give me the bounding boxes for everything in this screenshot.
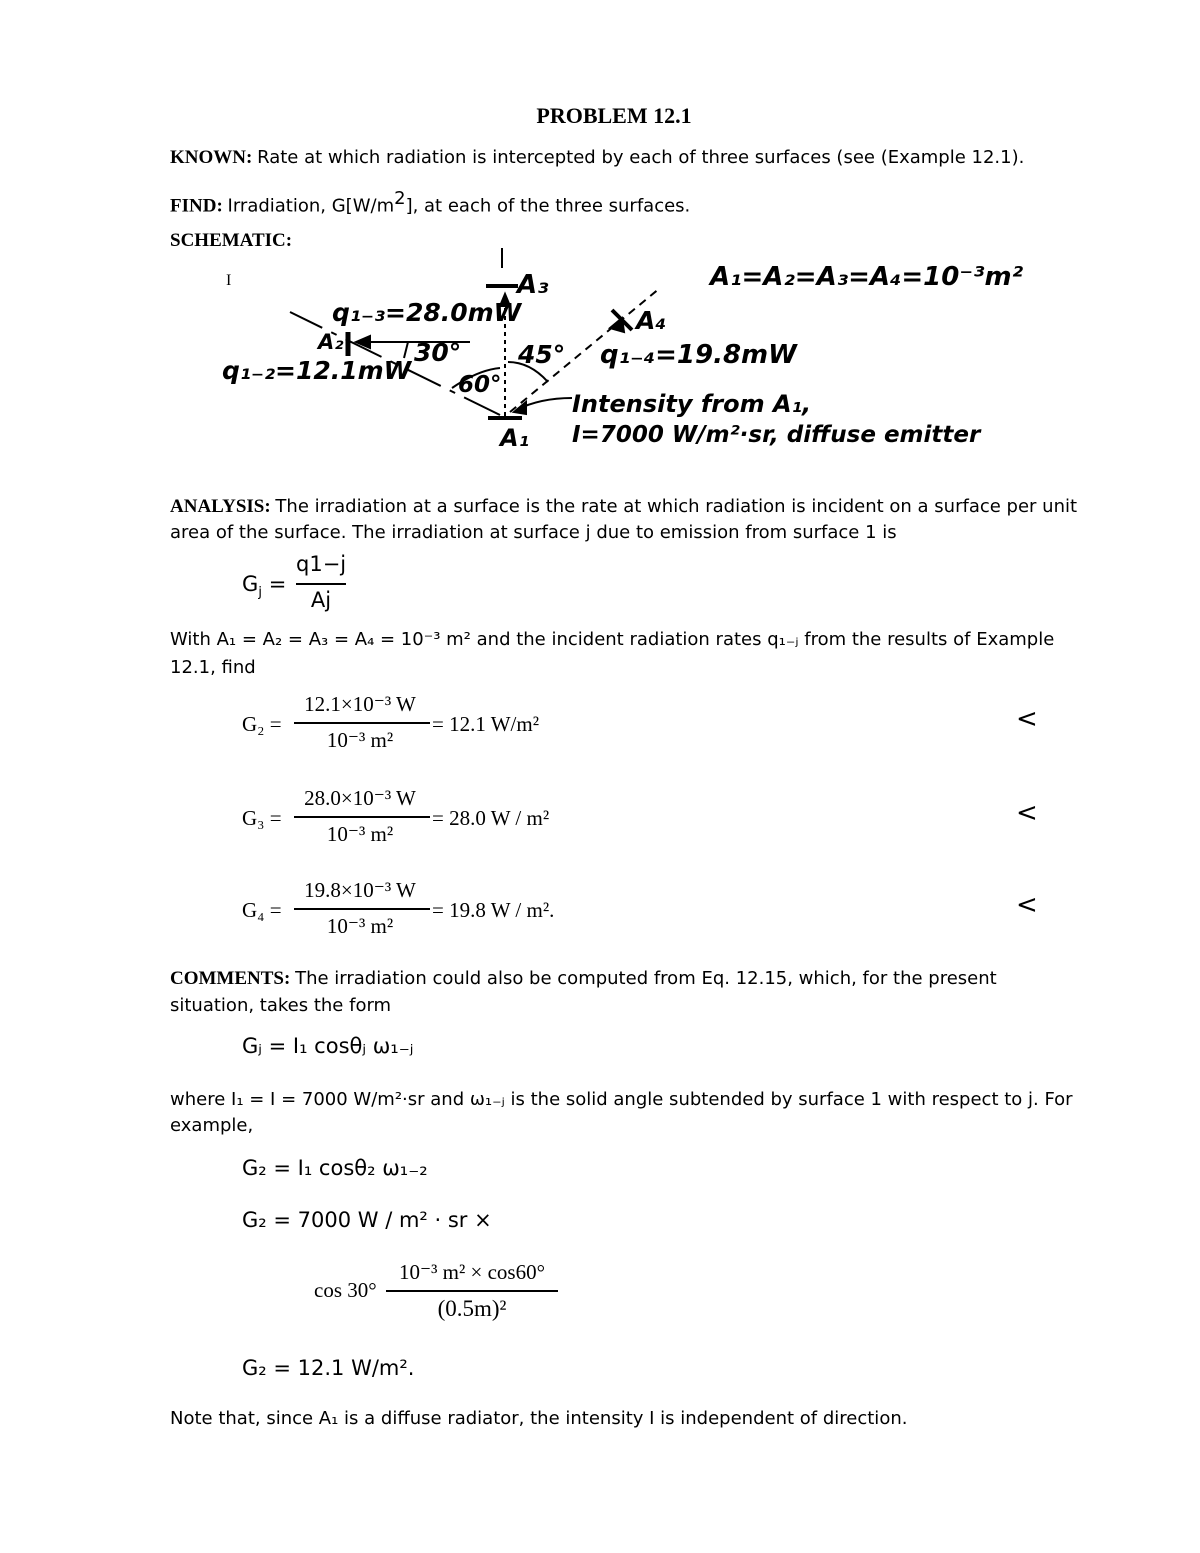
stray-mark: I (226, 272, 232, 289)
a4-label: A₄ (636, 306, 667, 335)
eq4-prefix: cos 30° (314, 1278, 377, 1302)
g2-numerator: 12.1×10⁻³ W (304, 692, 416, 716)
intensity-line1: Intensity from A₁, (572, 390, 812, 418)
find-label: FIND: (170, 195, 223, 217)
find-text-post: ], at each of the three surfaces. (405, 195, 691, 217)
a3-label: A₃ (517, 270, 549, 300)
known-label: KNOWN: (170, 147, 253, 168)
g4-answer-mark: < (1016, 890, 1038, 920)
comments-eq1: Gⱼ = I₁ cosθⱼ ω₁₋ⱼ (242, 1034, 414, 1058)
gj-lhs: $G_j$ = (242, 572, 287, 601)
find-text-pre: Irradiation, G[W/m (227, 195, 395, 217)
comments-eq5: G₂ = 12.1 W/m². (242, 1356, 415, 1380)
g3-answer-mark: < (1016, 798, 1038, 828)
analysis-line1 (170, 494, 1077, 520)
comments-eq2: G₂ = I₁ cosθ₂ ω₁₋₂ (242, 1156, 428, 1180)
gj-subscript: j (258, 584, 263, 601)
q14-label: q₁₋₄=19.8mW (600, 340, 797, 370)
gj-fraction-bar (296, 583, 346, 585)
where-line1: where I₁ = I = 7000 W/m²·sr and ω₁₋ⱼ is the solid angle subtended by surface 1 with respect to j. For (170, 1089, 1073, 1110)
g4-rhs: = 19.8 W / m². (432, 898, 555, 922)
angle45-label: 45° (518, 340, 566, 369)
angle60-label: 60° (458, 372, 502, 398)
gj-numerator: q1−j (296, 552, 347, 576)
g4-numerator: 19.8×10⁻³ W (304, 878, 416, 902)
find-sup: 2 (394, 188, 406, 209)
g2-lhs: G₂ = (242, 712, 282, 736)
g2-rhs: = 12.1 W/m² (432, 712, 539, 736)
gj-symbol: G (242, 572, 259, 596)
g3-rhs: = 28.0 W / m² (432, 806, 550, 830)
g4-denominator: 10⁻³ m² (326, 914, 394, 938)
eq4-denominator: (0.5m)² (437, 1296, 507, 1321)
comments-line1 (170, 966, 997, 992)
g3-lhs: G₃ = (242, 806, 282, 830)
a4-arrowhead (610, 318, 624, 332)
area-equality: A₁=A₂=A₃=A₄=10⁻³m² (710, 262, 1023, 292)
schematic-label: SCHEMATIC: (170, 230, 293, 251)
gj-denominator: Aj (310, 588, 332, 612)
g2-answer-mark: < (1016, 704, 1038, 734)
intensity-line2: I=7000 W/m²·sr, diffuse emitter (572, 422, 981, 448)
comments-line2: situation, takes the form (170, 995, 392, 1016)
page-title: PROBLEM 12.1 (536, 103, 692, 128)
g3-numerator: 28.0×10⁻³ W (304, 786, 416, 810)
known-text: Rate at which radiation is intercepted by each of three surfaces (see (Example 12.1). (257, 147, 1025, 168)
where-line2: example, (170, 1115, 254, 1136)
g2-denominator: 10⁻³ m² (326, 728, 394, 752)
with-line2: 12.1, find (170, 657, 256, 678)
eq4-numerator: 10⁻³ m² × cos60° (399, 1260, 545, 1284)
a2-label: A₂ (318, 330, 344, 354)
a1-label: A₁ (500, 424, 530, 452)
comments-eq3: G₂ = 7000 W / m² · sr × (242, 1208, 492, 1232)
g4-fraction-bar (294, 908, 430, 910)
g4-lhs: G₄ = (242, 898, 282, 922)
q13-label: q₁₋₃=28.0mW (332, 298, 522, 327)
analysis-line2: area of the surface. The irradiation at surface j due to emission from surface 1 is (170, 522, 897, 543)
note-line: Note that, since A₁ is a diffuse radiator, the intensity I is independent of direction. (170, 1408, 908, 1429)
g2-fraction-bar (294, 722, 430, 724)
comments-text1: The irradiation could also be computed from Eq. 12.15, which, for the present (295, 968, 997, 989)
analysis-text1: The irradiation at a surface is the rate at which radiation is incident on a surface per unit (275, 496, 1078, 517)
angle30-label: 30° (414, 338, 462, 367)
with-line1: With A₁ = A₂ = A₃ = A₄ = 10⁻³ m² and the incident radiation rates q₁₋ⱼ from the results of Example (170, 629, 1055, 650)
g3-fraction-bar (294, 816, 430, 818)
comments-label: COMMENTS: (170, 968, 291, 989)
analysis-label: ANALYSIS: (170, 496, 271, 517)
g3-denominator: 10⁻³ m² (326, 822, 394, 846)
eq4-fraction-bar (386, 1290, 558, 1292)
q12-label: q₁₋₂=12.1mW (222, 356, 412, 385)
